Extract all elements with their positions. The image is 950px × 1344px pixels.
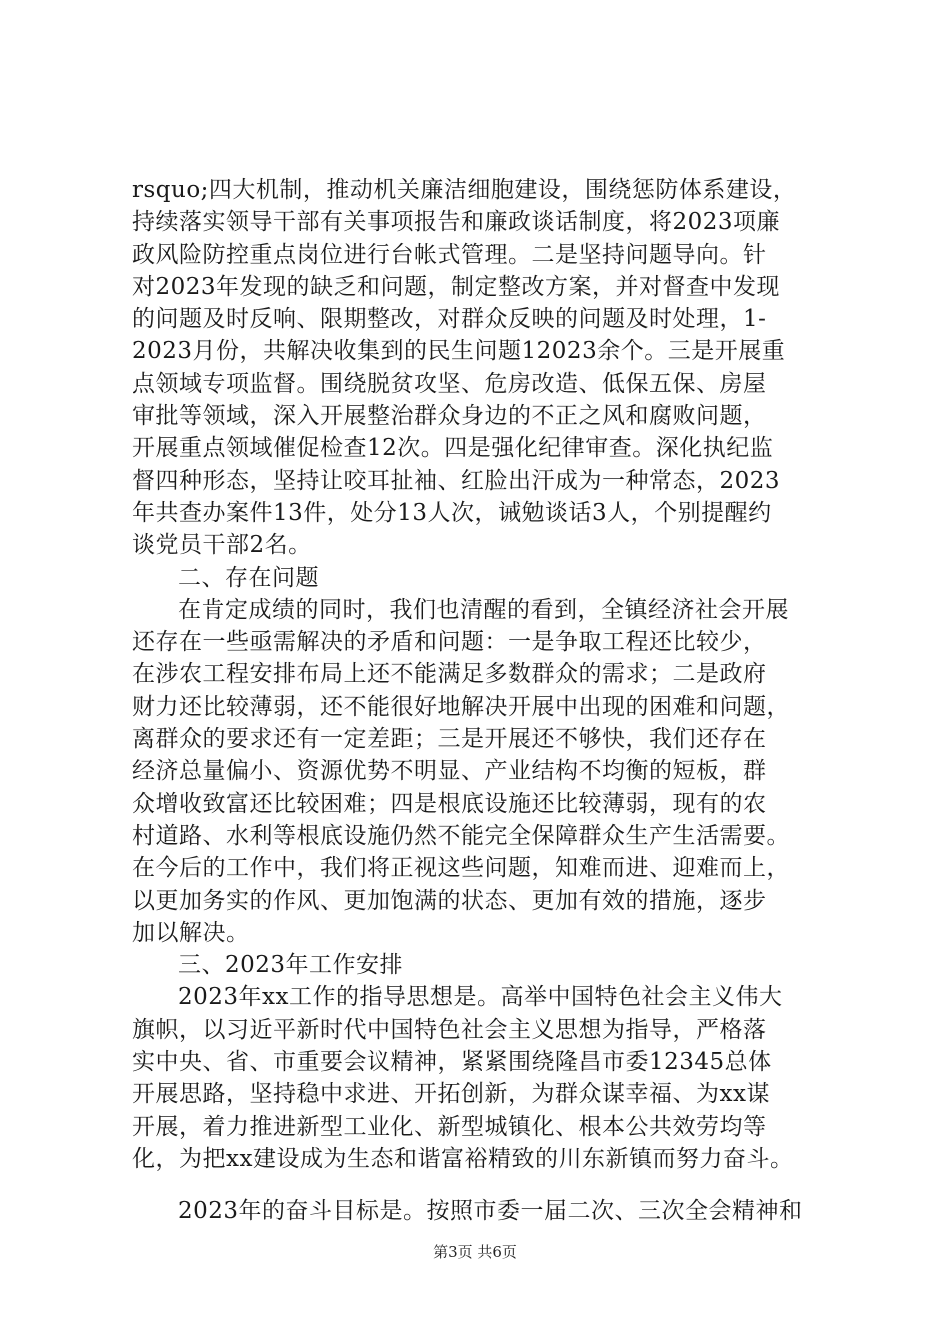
text-line: 开展思路，坚持稳中求进、开拓创新，为群众谋幸福、为xx谋 [132, 1081, 770, 1108]
text-line: 化，为把xx建设成为生态和谐富裕精致的川东新镇而努力奋斗。 [132, 1145, 794, 1172]
text-line: 对2023年发现的缺乏和问题，制定整改方案，并对督查中发现 [132, 273, 781, 300]
text-line: 实中央、省、市重要会议精神，紧紧围绕隆昌市委12345总体 [132, 1049, 772, 1076]
text-line: 旗帜，以习近平新时代中国特色社会主义思想为指导，严格落 [132, 1016, 767, 1043]
text-line: 还存在一些亟需解决的矛盾和问题：一是争取工程还比较少， [132, 629, 767, 656]
section-heading-work-plan: 三、2023年工作安排 [178, 952, 404, 979]
text-line: 的问题及时反响、限期整改，对群众反映的问题及时处理，1- [132, 306, 767, 333]
text-line: 以更加务实的作风、更加饱满的状态、更加有效的措施，逐步 [132, 887, 767, 914]
paragraph-goals [132, 1195, 852, 1227]
text-line: 年共查办案件13件，处分13人次，诫勉谈话3人，个别提醒约 [132, 499, 772, 526]
text-line: 2023月份，共解决收集到的民生问题12023余个。三是开展重 [132, 338, 786, 365]
text-line: 在肯定成绩的同时，我们也清醒的看到，全镇经济社会开展 [178, 596, 789, 623]
paragraph-problems [132, 594, 852, 949]
text-line: 开展，着力推进新型工业化、新型城镇化、根本公共效劳均等 [132, 1113, 767, 1140]
text-line: 村道路、水利等根底设施仍然不能完全保障群众生产生活需要。 [132, 822, 790, 849]
text-line: 离群众的要求还有一定差距；三是开展还不够快，我们还存在 [132, 726, 767, 753]
text-line: 众增收致富还比较困难；四是根底设施还比较薄弱，现有的农 [132, 790, 767, 817]
text-line: 加以解决。 [132, 919, 250, 946]
page-number-footer: 第3页 共6页 [433, 1243, 517, 1261]
text-line: 2023年的奋斗目标是。按照市委一届二次、三次全会精神和 [178, 1198, 803, 1225]
section-heading-problems: 二、存在问题 [178, 564, 319, 591]
text-line: 经济总量偏小、资源优势不明显、产业结构不均衡的短板，群 [132, 758, 767, 785]
text-line: 在今后的工作中，我们将正视这些问题，知难而进、迎难而上， [132, 855, 790, 882]
text-line: 开展重点领域催促检查12次。四是强化纪律审查。深化执纪监 [132, 435, 774, 462]
text-line: 在涉农工程安排布局上还不能满足多数群众的需求；二是政府 [132, 661, 767, 688]
text-line: 财力还比较薄弱，还不能很好地解决开展中出现的困难和问题， [132, 693, 790, 720]
text-line: 2023年xx工作的指导思想是。高举中国特色社会主义伟大 [178, 984, 783, 1011]
paragraph-spacer [132, 1175, 852, 1195]
text-line: 谈党员干部2名。 [132, 532, 312, 559]
document-body [132, 174, 852, 1228]
text-line: 督四种形态，坚持让咬耳扯袖、红脸出汗成为一种常态，2023 [132, 467, 781, 494]
paragraph-discipline-work [132, 174, 852, 562]
text-line: 政风险防控重点岗位进行台帐式管理。二是坚持问题导向。针 [132, 241, 767, 268]
text-line: 点领域专项监督。围绕脱贫攻坚、危房改造、低保五保、房屋 [132, 370, 767, 397]
text-line: rsquo;四大机制，推动机关廉洁细胞建设，围绕惩防体系建设， [132, 177, 797, 203]
text-line: 持续落实领导干部有关事项报告和廉政谈话制度，将2023项廉 [132, 209, 781, 236]
text-line: 审批等领域，深入开展整治群众身边的不正之风和腐败问题， [132, 403, 767, 430]
paragraph-guiding-ideology [132, 981, 852, 1175]
